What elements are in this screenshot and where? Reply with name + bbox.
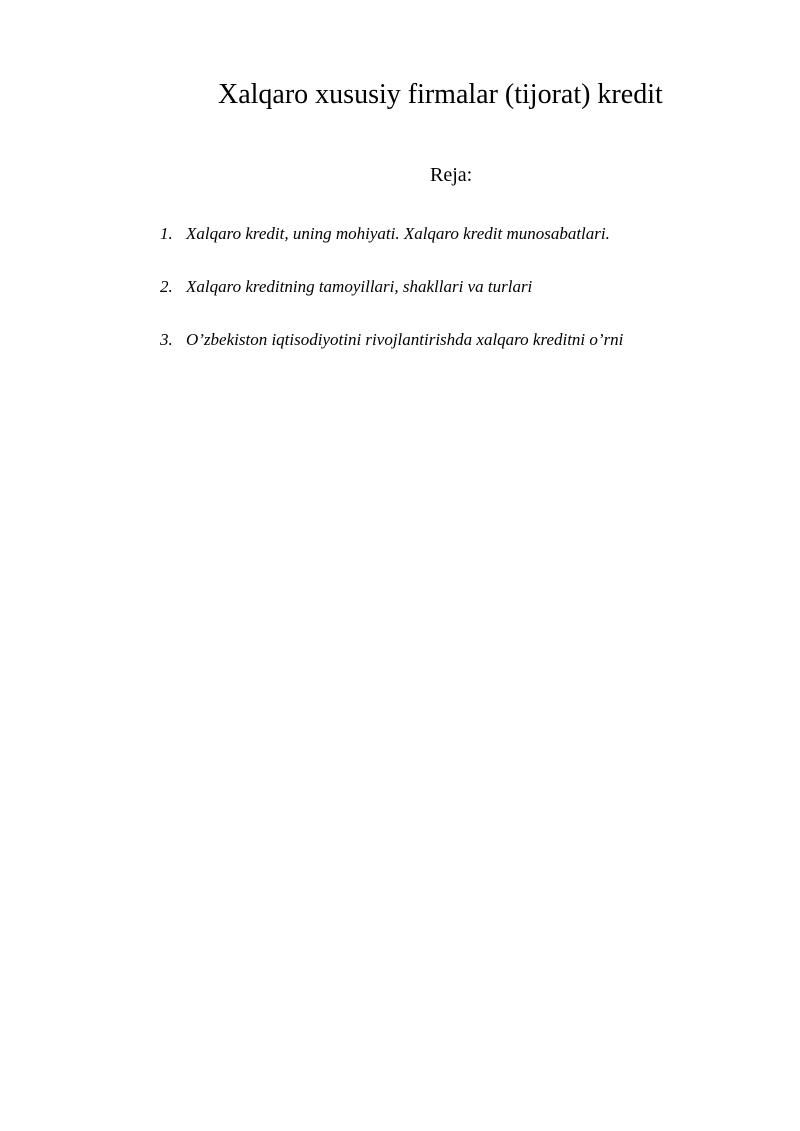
plan-item-1 — [160, 222, 760, 246]
plan-item-3 — [160, 328, 760, 352]
plan-item-number: 1. — [160, 224, 173, 243]
plan-heading: Reja: — [430, 164, 473, 186]
plan-list — [160, 222, 760, 381]
document-title: Xalqaro xususiy firmalar (tijorat) kredit — [218, 79, 663, 110]
plan-item-number: 3. — [160, 330, 173, 349]
plan-item-2 — [160, 275, 760, 299]
plan-item-text: Xalqaro kredit, uning mohiyati. Xalqaro kredit munosabatlari. — [186, 224, 610, 243]
plan-item-number: 2. — [160, 277, 173, 296]
plan-item-text: Xalqaro kreditning tamoyillari, shakllari va turlari — [186, 277, 533, 296]
plan-item-text: O’zbekiston iqtisodiyotini rivojlantirishda xalqaro kreditni o’rni — [186, 330, 624, 349]
